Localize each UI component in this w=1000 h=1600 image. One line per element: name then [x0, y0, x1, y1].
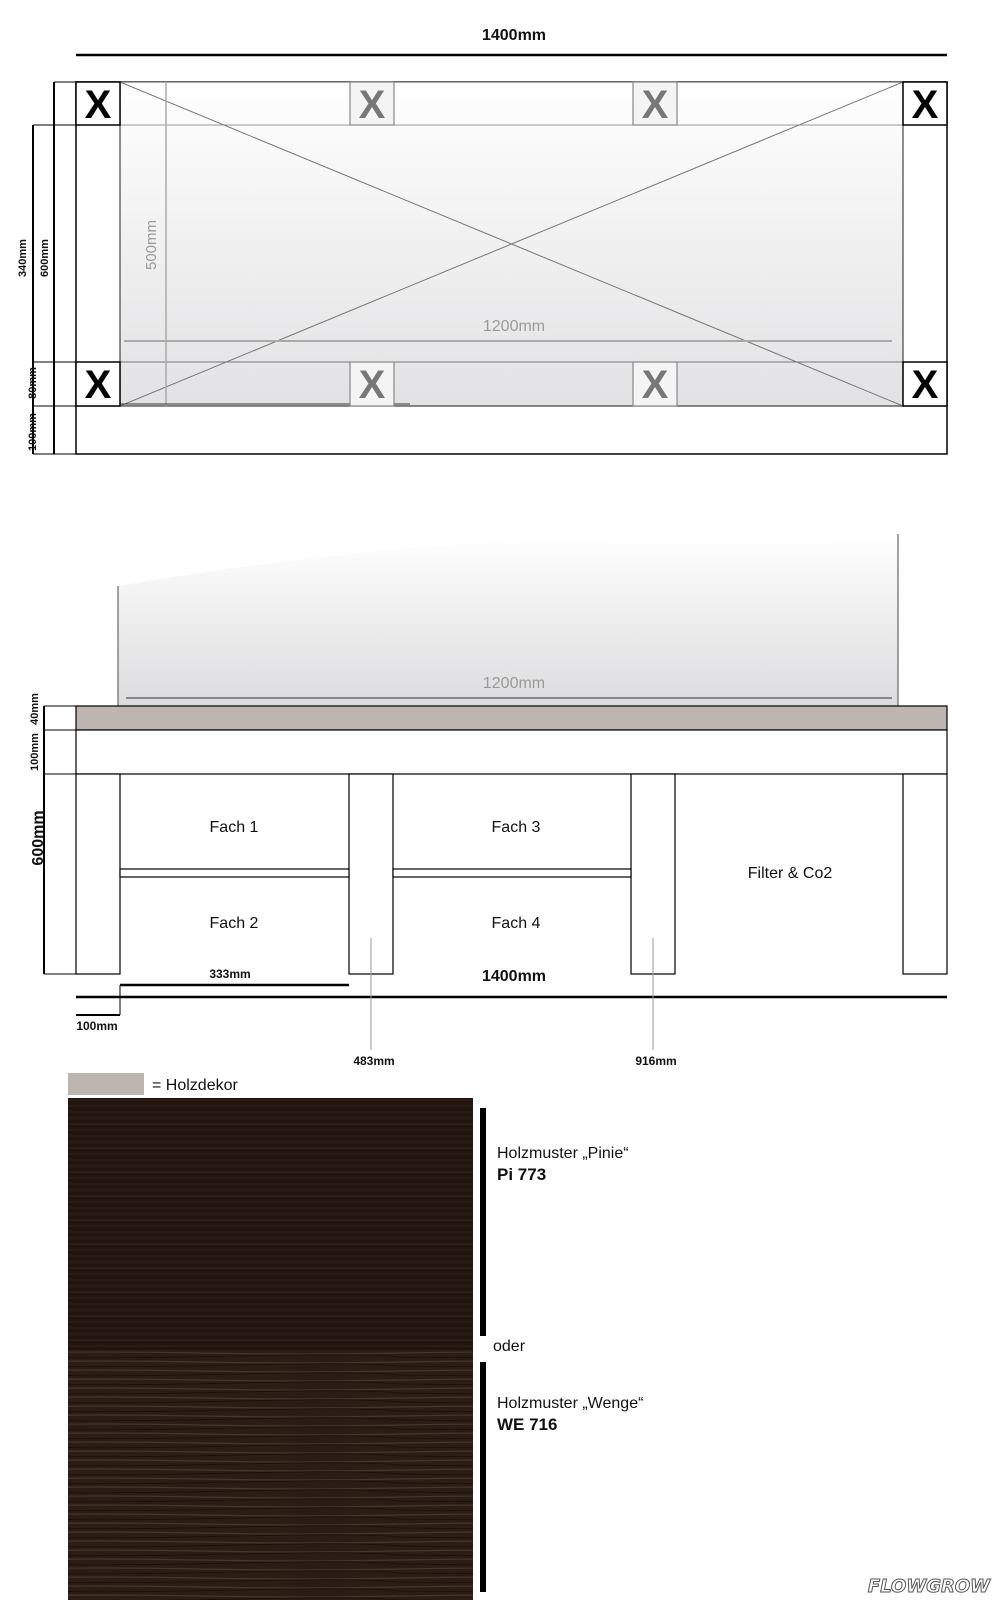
depth-80-label: 80mm [27, 367, 39, 399]
front-glass-label: 1200mm [482, 675, 546, 692]
compartment-label: Fach 3 [491, 819, 541, 836]
holzdekor-swatch [68, 1073, 144, 1095]
leg-width-label: 100mm [76, 1019, 118, 1033]
x-mark: X [358, 363, 386, 407]
pinie-code: Pi 773 [497, 1165, 547, 1184]
depth-340-label: 340mm [17, 239, 29, 277]
pinie-title: Holzmuster „Pinie“ [497, 1145, 629, 1162]
front-width-label: 1400mm [481, 968, 547, 985]
x-mark: X [641, 363, 669, 407]
holzdekor-label: = Holzdekor [152, 1077, 238, 1094]
x-mark: X [84, 363, 112, 407]
cabinet-upper-rail [76, 730, 947, 774]
x-mark: X [84, 83, 112, 127]
top-view [17, 27, 947, 454]
wood-top-panel [76, 706, 947, 730]
watermark-logo: FLOWGROW [867, 1576, 990, 1597]
position-483-label: 483mm [353, 1054, 395, 1068]
wenge-bracket [480, 1362, 486, 1592]
shelf-width-label: 333mm [209, 967, 251, 981]
height-100-label: 100mm [29, 733, 41, 771]
height-40-label: 40mm [29, 693, 41, 725]
or-label: oder [493, 1338, 526, 1355]
depth-600-label: 600mm [39, 239, 51, 277]
compartment-label: Fach 1 [209, 819, 259, 836]
wood-sample-wenge [68, 1350, 473, 1600]
compartment-label: Fach 2 [209, 915, 259, 932]
top-width-label: 1400mm [481, 27, 547, 44]
x-mark: X [358, 83, 386, 127]
pinie-bracket [480, 1108, 486, 1336]
glass-depth-label: 500mm [143, 219, 160, 271]
height-600-label: 600mm [30, 810, 47, 866]
wenge-title: Holzmuster „Wenge“ [497, 1395, 644, 1412]
x-mark: X [911, 363, 939, 407]
shelf [393, 869, 631, 877]
shelf [120, 869, 349, 877]
cabinet-leg [76, 774, 120, 974]
x-mark: X [911, 83, 939, 127]
cabinet-leg [903, 774, 947, 974]
wood-legend [68, 1073, 643, 1600]
depth-100-label: 100mm [27, 413, 39, 451]
front-view [29, 534, 947, 1068]
glass-width-label: 1200mm [482, 318, 546, 335]
compartment-label: Filter & Co2 [747, 865, 833, 882]
compartment-label: Fach 4 [491, 915, 541, 932]
wenge-code: WE 716 [497, 1415, 558, 1434]
x-mark: X [641, 83, 669, 127]
position-916-label: 916mm [635, 1054, 677, 1068]
